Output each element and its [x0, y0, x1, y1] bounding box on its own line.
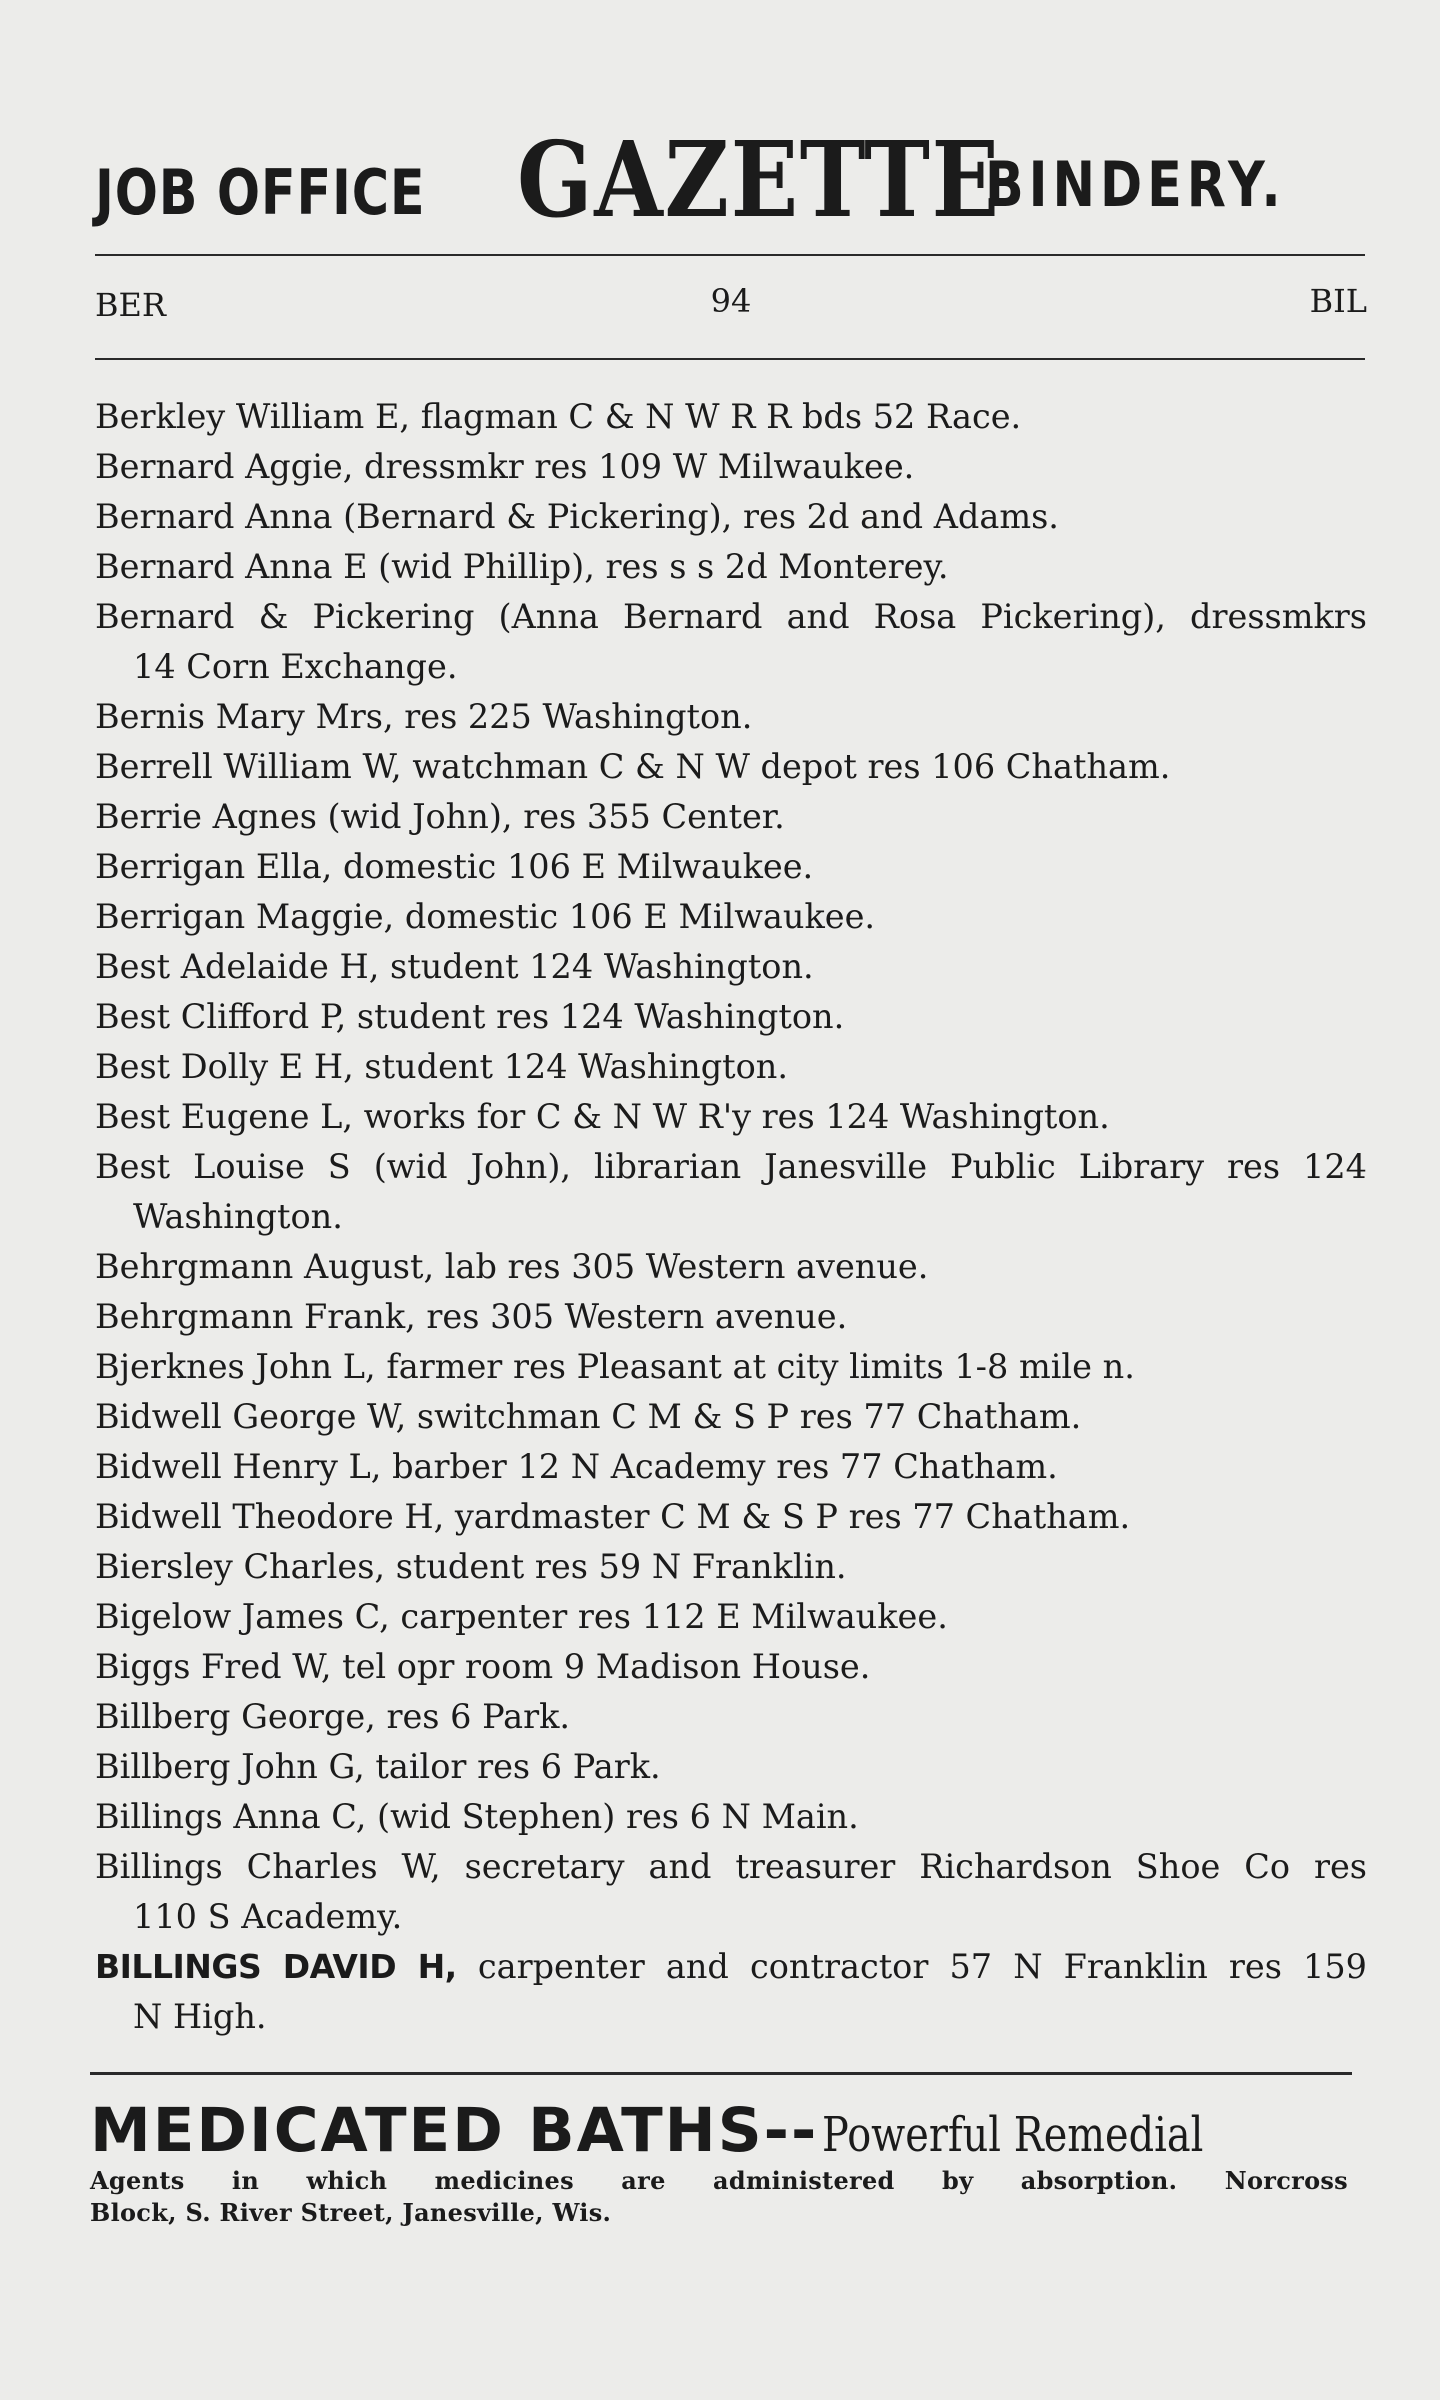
ad-body [90, 2165, 1365, 2229]
entry-line: Billberg George, res 6 Park. [95, 1697, 571, 1736]
directory-entry [95, 1042, 1367, 1092]
entry-line: Bjerknes John L, farmer res Pleasant at city limits 1-8 mile n. [95, 1347, 1135, 1386]
directory-entry [95, 992, 1367, 1042]
footer-rule [90, 2072, 1352, 2075]
entry-line: Best Clifford P, student res 124 Washington. [95, 997, 845, 1036]
directory-entry [95, 692, 1367, 742]
running-head-right: BIL [1309, 282, 1367, 320]
entry-line: Bernis Mary Mrs, res 225 Washington. [95, 697, 753, 736]
entry-line: Berrigan Ella, domestic 106 E Milwaukee. [95, 847, 814, 886]
directory-entry [95, 792, 1367, 842]
entry-line: Behrgmann August, lab res 305 Western avenue. [95, 1247, 929, 1286]
banner-gazette: GAZETTE [517, 118, 1001, 241]
directory-entry-bold [95, 1942, 1367, 2042]
entry-line: Billings Charles W, secretary and treasurer Richardson Shoe Co res [95, 1847, 1367, 1886]
entry-line: Berkley William E, flagman C & N W R R bds 52 Race. [95, 397, 1022, 436]
entry-line: Bidwell Henry L, barber 12 N Academy res 77 Chatham. [95, 1447, 1058, 1486]
directory-entry [95, 542, 1367, 592]
header-rule-top [95, 254, 1365, 256]
entry-line: Bernard Anna E (wid Phillip), res s s 2d Monterey. [95, 547, 949, 586]
directory-entry [95, 492, 1367, 542]
directory-entry [95, 1592, 1367, 1642]
directory-entry [95, 1492, 1367, 1542]
directory-entry [95, 1142, 1367, 1242]
entry-line: Biggs Fred W, tel opr room 9 Madison House. [95, 1647, 871, 1686]
entry-line: Billberg John G, tailor res 6 Park. [95, 1747, 661, 1786]
directory-entry [95, 1292, 1367, 1342]
entry-name-bold: BILLINGS DAVID H, [95, 1947, 457, 1986]
entry-line: Berrigan Maggie, domestic 106 E Milwaukee. [95, 897, 876, 936]
directory-entry [95, 1842, 1367, 1942]
entry-line: Billings Anna C, (wid Stephen) res 6 N Main. [95, 1797, 859, 1836]
directory-entry [95, 1792, 1367, 1842]
ad-headline-bold: MEDICATED BATHS-- [90, 2095, 819, 2166]
directory-entry [95, 742, 1367, 792]
entry-line: Bernard & Pickering (Anna Bernard and Rosa Pickering), dressmkrs [95, 597, 1367, 636]
directory-entry [95, 892, 1367, 942]
entry-line: Berrell William W, watchman C & N W depot res 106 Chatham. [95, 747, 1171, 786]
entry-line: Bernard Anna (Bernard & Pickering), res 2d and Adams. [95, 497, 1059, 536]
header-rule-bottom [95, 358, 1365, 360]
directory-entry [95, 442, 1367, 492]
directory-entry [95, 1342, 1367, 1392]
banner-job-office: JOB OFFICE [95, 156, 426, 229]
directory-entry [95, 1092, 1367, 1142]
entry-line: Behrgmann Frank, res 305 Western avenue. [95, 1297, 848, 1336]
entry-line: Bernard Aggie, dressmkr res 109 W Milwaukee. [95, 447, 915, 486]
bottom-advertisement [90, 2095, 1365, 2229]
entry-details: carpenter and contractor 57 N Franklin res 159 [456, 1947, 1367, 1986]
top-advertisement-banner [95, 118, 1365, 241]
directory-entry [95, 592, 1367, 692]
running-head [95, 282, 1367, 332]
directory-entry [95, 392, 1367, 442]
directory-entries [95, 392, 1367, 2042]
directory-entry [95, 1442, 1367, 1492]
entry-line: Best Eugene L, works for C & N W R'y res 124 Washington. [95, 1097, 1110, 1136]
entry-line: Berrie Agnes (wid John), res 355 Center. [95, 797, 785, 836]
entry-line: Best Adelaide H, student 124 Washington. [95, 947, 814, 986]
entry-line-continuation: N High. [133, 1997, 267, 2036]
banner-bindery: BINDERY. [985, 148, 1286, 221]
entry-line-continuation: Washington. [133, 1197, 343, 1236]
entry-line: Bidwell George W, switchman C M & S P res 77 Chatham. [95, 1397, 1082, 1436]
ad-body-line: Block, S. River Street, Janesville, Wis. [90, 2198, 612, 2227]
directory-entry [95, 1742, 1367, 1792]
directory-entry [95, 942, 1367, 992]
ad-body-line: Agents in which medicines are administered by absorption. Norcross [90, 2166, 1348, 2195]
directory-entry [95, 1642, 1367, 1692]
directory-entry [95, 1392, 1367, 1442]
directory-entry [95, 1692, 1367, 1742]
directory-entry [95, 1242, 1367, 1292]
entry-line: Biersley Charles, student res 59 N Franklin. [95, 1547, 847, 1586]
entry-line [95, 1942, 1367, 1992]
ad-headline-tail: Powerful Remedial [822, 2107, 1204, 2163]
entry-line-continuation: 110 S Academy. [133, 1897, 403, 1936]
ad-headline [90, 2095, 1365, 2165]
page-number: 94 [710, 282, 752, 320]
directory-entry [95, 1542, 1367, 1592]
entry-line-continuation: 14 Corn Exchange. [133, 647, 458, 686]
running-head-left: BER [95, 286, 166, 324]
entry-line: Bidwell Theodore H, yardmaster C M & S P res 77 Chatham. [95, 1497, 1131, 1536]
entry-line: Best Louise S (wid John), librarian Janesville Public Library res 124 [95, 1147, 1367, 1186]
entry-line: Best Dolly E H, student 124 Washington. [95, 1047, 789, 1086]
directory-entry [95, 842, 1367, 892]
entry-line: Bigelow James C, carpenter res 112 E Milwaukee. [95, 1597, 948, 1636]
